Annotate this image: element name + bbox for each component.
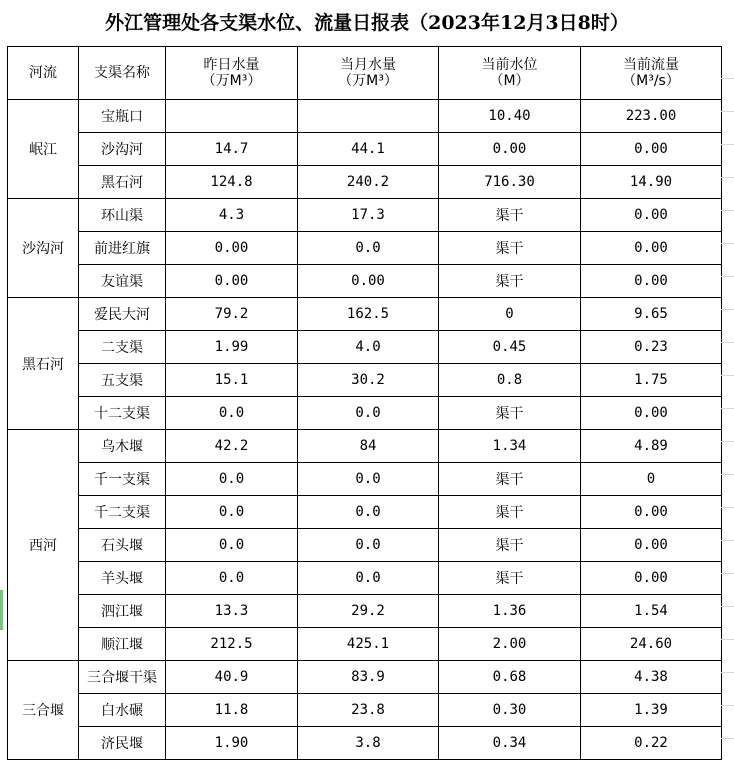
river-cell[interactable]: 岷江 [8, 100, 79, 199]
branch-name-cell[interactable]: 十二支渠 [79, 397, 166, 430]
flow-cell[interactable]: 0.00 [581, 199, 722, 232]
header-river[interactable]: 河流 [8, 47, 79, 100]
table-row [8, 595, 722, 628]
flow-cell[interactable]: 0.00 [581, 133, 722, 166]
yesterday-cell[interactable]: 0.0 [166, 463, 298, 496]
yesterday-cell[interactable]: 0.00 [166, 232, 298, 265]
table-row [8, 727, 722, 760]
yesterday-cell[interactable]: 212.5 [166, 628, 298, 661]
level-cell[interactable]: 渠干 [439, 496, 581, 529]
header-month-unit: （万M³） [338, 73, 398, 89]
header-row [8, 47, 722, 100]
level-cell[interactable]: 0.45 [439, 331, 581, 364]
yesterday-cell[interactable]: 0.0 [166, 496, 298, 529]
flow-cell[interactable]: 0.00 [581, 397, 722, 430]
yesterday-cell[interactable]: 79.2 [166, 298, 298, 331]
flow-cell[interactable]: 4.89 [581, 430, 722, 463]
table-row [8, 133, 722, 166]
header-month[interactable] [298, 47, 439, 100]
header-flow[interactable] [581, 47, 722, 100]
level-cell[interactable]: 1.34 [439, 430, 581, 463]
branch-name-cell[interactable]: 顺江堰 [79, 628, 166, 661]
table-row [8, 166, 722, 199]
flow-cell[interactable]: 0.00 [581, 496, 722, 529]
level-cell[interactable]: 渠干 [439, 265, 581, 298]
branch-name-cell[interactable]: 白水碾 [79, 694, 166, 727]
table-row [8, 364, 722, 397]
flow-cell[interactable]: 0.00 [581, 562, 722, 595]
flow-cell[interactable]: 1.75 [581, 364, 722, 397]
header-yesterday[interactable] [166, 47, 298, 100]
yesterday-cell[interactable]: 13.3 [166, 595, 298, 628]
level-cell[interactable]: 渠干 [439, 463, 581, 496]
flow-cell[interactable]: 1.54 [581, 595, 722, 628]
table-row [8, 694, 722, 727]
level-cell[interactable]: 0.68 [439, 661, 581, 694]
header-flow-label: 当前流量 [623, 57, 679, 73]
level-cell[interactable]: 716.30 [439, 166, 581, 199]
month-cell[interactable]: 0.0 [298, 463, 439, 496]
branch-name-cell[interactable]: 千二支渠 [79, 496, 166, 529]
yesterday-cell[interactable]: 4.3 [166, 199, 298, 232]
branch-name-cell[interactable]: 石头堰 [79, 529, 166, 562]
month-cell[interactable]: 0.0 [298, 232, 439, 265]
river-cell[interactable]: 西河 [8, 430, 79, 661]
flow-cell[interactable]: 4.38 [581, 661, 722, 694]
yesterday-cell[interactable]: 0.0 [166, 562, 298, 595]
table-row [8, 529, 722, 562]
flow-cell[interactable]: 14.90 [581, 166, 722, 199]
month-cell[interactable]: 240.2 [298, 166, 439, 199]
spreadsheet-gridlines [721, 46, 734, 766]
branch-name-cell[interactable]: 乌木堰 [79, 430, 166, 463]
table-row [8, 628, 722, 661]
header-yesterday-unit: （万M³） [201, 73, 262, 89]
branch-name-cell[interactable]: 五支渠 [79, 364, 166, 397]
yesterday-cell[interactable]: 0.0 [166, 529, 298, 562]
river-cell[interactable]: 三合堰 [8, 661, 79, 760]
table-row [8, 661, 722, 694]
month-cell[interactable]: 0.0 [298, 496, 439, 529]
branch-name-cell[interactable]: 环山渠 [79, 199, 166, 232]
flow-cell[interactable]: 0 [581, 463, 722, 496]
yesterday-cell[interactable]: 0.00 [166, 265, 298, 298]
branch-name-cell[interactable]: 二支渠 [79, 331, 166, 364]
branch-name-cell[interactable]: 泗江堰 [79, 595, 166, 628]
yesterday-cell[interactable]: 42.2 [166, 430, 298, 463]
level-cell[interactable]: 0.34 [439, 727, 581, 760]
river-cell[interactable]: 黑石河 [8, 298, 79, 430]
table-row [8, 463, 722, 496]
month-cell[interactable]: 29.2 [298, 595, 439, 628]
header-branch[interactable]: 支渠名称 [79, 47, 166, 100]
yesterday-cell[interactable]: 15.1 [166, 364, 298, 397]
level-cell[interactable]: 渠干 [439, 562, 581, 595]
table-row [8, 430, 722, 463]
flow-cell[interactable]: 0.00 [581, 265, 722, 298]
level-cell[interactable]: 渠干 [439, 529, 581, 562]
level-cell[interactable]: 渠干 [439, 397, 581, 430]
month-cell[interactable] [298, 100, 439, 133]
month-cell[interactable]: 3.8 [298, 727, 439, 760]
month-cell[interactable]: 0.00 [298, 265, 439, 298]
header-level[interactable] [439, 47, 581, 100]
month-cell[interactable]: 4.0 [298, 331, 439, 364]
level-cell[interactable]: 10.40 [439, 100, 581, 133]
header-level-label: 当前水位 [481, 57, 538, 73]
flow-cell[interactable]: 0.00 [581, 232, 722, 265]
page-title: 外江管理处各支渠水位、流量日报表（2023年12月3日8时） [105, 12, 629, 34]
header-month-label: 当月水量 [340, 57, 396, 73]
branch-name-cell[interactable]: 羊头堰 [79, 562, 166, 595]
yesterday-cell[interactable]: 1.90 [166, 727, 298, 760]
month-cell[interactable]: 0.0 [298, 562, 439, 595]
month-cell[interactable]: 425.1 [298, 628, 439, 661]
month-cell[interactable]: 30.2 [298, 364, 439, 397]
branch-name-cell[interactable]: 济民堰 [79, 727, 166, 760]
month-cell[interactable]: 23.8 [298, 694, 439, 727]
month-cell[interactable]: 44.1 [298, 133, 439, 166]
branch-name-cell[interactable]: 友谊渠 [79, 265, 166, 298]
table-row [8, 232, 722, 265]
flow-cell[interactable]: 223.00 [581, 100, 722, 133]
report-table [7, 46, 722, 760]
branch-name-cell[interactable]: 宝瓶口 [79, 100, 166, 133]
flow-cell[interactable]: 1.39 [581, 694, 722, 727]
yesterday-cell[interactable]: 11.8 [166, 694, 298, 727]
branch-name-cell[interactable]: 沙沟河 [79, 133, 166, 166]
level-cell[interactable]: 0.00 [439, 133, 581, 166]
header-level-unit: （M） [489, 73, 530, 89]
table-row [8, 298, 722, 331]
table-row [8, 265, 722, 298]
month-cell[interactable]: 162.5 [298, 298, 439, 331]
report-table-body [8, 47, 722, 760]
header-flow-unit: （M³/s） [622, 73, 680, 89]
yesterday-cell[interactable] [166, 100, 298, 133]
header-yesterday-label: 昨日水量 [203, 57, 260, 73]
selection-indicator [0, 590, 3, 630]
river-cell[interactable]: 沙沟河 [8, 199, 79, 298]
yesterday-cell[interactable]: 0.0 [166, 397, 298, 430]
month-cell[interactable]: 17.3 [298, 199, 439, 232]
yesterday-cell[interactable]: 124.8 [166, 166, 298, 199]
table-row [8, 562, 722, 595]
table-row [8, 397, 722, 430]
flow-cell[interactable]: 24.60 [581, 628, 722, 661]
yesterday-cell[interactable]: 40.9 [166, 661, 298, 694]
flow-cell[interactable]: 0.00 [581, 529, 722, 562]
level-cell[interactable]: 渠干 [439, 199, 581, 232]
level-cell[interactable]: 渠干 [439, 232, 581, 265]
flow-cell[interactable]: 0.22 [581, 727, 722, 760]
branch-name-cell[interactable]: 三合堰干渠 [79, 661, 166, 694]
table-row [8, 496, 722, 529]
level-cell[interactable]: 0 [439, 298, 581, 331]
table-row [8, 100, 722, 133]
month-cell[interactable]: 0.0 [298, 397, 439, 430]
level-cell[interactable]: 1.36 [439, 595, 581, 628]
level-cell[interactable]: 0.8 [439, 364, 581, 397]
branch-name-cell[interactable]: 爱民大河 [79, 298, 166, 331]
flow-cell[interactable]: 0.23 [581, 331, 722, 364]
month-cell[interactable]: 83.9 [298, 661, 439, 694]
level-cell[interactable]: 0.30 [439, 694, 581, 727]
month-cell[interactable]: 0.0 [298, 529, 439, 562]
table-row [8, 199, 722, 232]
level-cell[interactable]: 2.00 [439, 628, 581, 661]
month-cell[interactable]: 84 [298, 430, 439, 463]
branch-name-cell[interactable]: 前进红旗 [79, 232, 166, 265]
yesterday-cell[interactable]: 1.99 [166, 331, 298, 364]
branch-name-cell[interactable]: 千一支渠 [79, 463, 166, 496]
table-row [8, 331, 722, 364]
yesterday-cell[interactable]: 14.7 [166, 133, 298, 166]
flow-cell[interactable]: 9.65 [581, 298, 722, 331]
branch-name-cell[interactable]: 黑石河 [79, 166, 166, 199]
